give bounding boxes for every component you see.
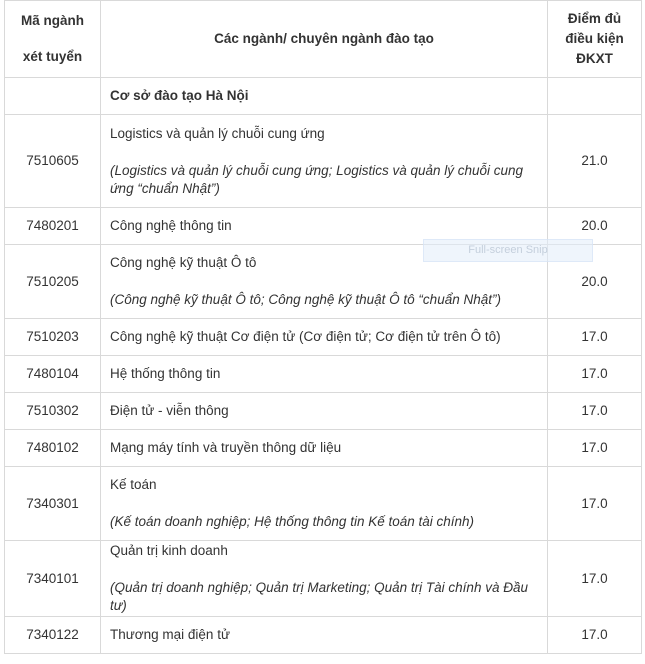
header-score-line1: Điểm đủ: [567, 11, 622, 26]
min-score: 20.0: [548, 245, 642, 319]
min-score: 21.0: [548, 115, 642, 208]
major-code: 7480102: [5, 430, 101, 467]
major-specializations: (Logistics và quản lý chuỗi cung ứng; Logistics và quản lý chuỗi cung ứng “chuẩn Nhật”): [110, 162, 524, 196]
major-name: Logistics và quản lý chuỗi cung ứng: [110, 125, 325, 141]
table-row: [5, 356, 642, 393]
header-score-line2: điều kiện: [565, 31, 624, 46]
section-row: [5, 78, 642, 115]
major-name-cell: [101, 541, 548, 617]
min-score: 17.0: [548, 356, 642, 393]
major-name-cell: [101, 115, 548, 208]
header-major-code-line2: xét tuyển: [22, 49, 83, 64]
major-name: Công nghệ kỹ thuật Ô tô: [110, 255, 257, 270]
min-score: 17.0: [548, 430, 642, 467]
header-score: [548, 1, 642, 78]
min-score: 17.0: [548, 393, 642, 430]
header-major-name: Các ngành/ chuyên ngành đào tạo: [101, 1, 548, 78]
major-specializations: (Kế toán doanh nghiệp; Hệ thống thông tin Kế toán tài chính): [110, 514, 475, 529]
min-score: 17.0: [548, 467, 642, 541]
major-name: Quản trị kinh doanh: [110, 543, 228, 558]
table-header-row: [5, 1, 642, 78]
full-screen-snip-overlay: Full-screen Snip: [423, 239, 593, 262]
table-row: [5, 541, 642, 617]
major-name: Điện tử - viễn thông: [101, 393, 548, 430]
major-code: 7480104: [5, 356, 101, 393]
min-score: 20.0: [548, 208, 642, 245]
major-name: Thương mại điện tử: [101, 617, 548, 654]
header-score-line3: ĐKXT: [576, 51, 613, 66]
major-code: 7340101: [5, 541, 101, 617]
table-row: [5, 115, 642, 208]
section-title: Cơ sở đào tạo Hà Nội: [101, 78, 548, 115]
major-code: 7510605: [5, 115, 101, 208]
min-score: 17.0: [548, 617, 642, 654]
table-row: [5, 319, 642, 356]
major-code: 7510203: [5, 319, 101, 356]
table-row: [5, 467, 642, 541]
major-name: Mạng máy tính và truyền thông dữ liệu: [101, 430, 548, 467]
major-code: 7340301: [5, 467, 101, 541]
admission-scores-table: [4, 0, 642, 654]
major-name-cell: [101, 467, 548, 541]
major-specializations: (Công nghệ kỹ thuật Ô tô; Công nghệ kỹ thuật Ô tô “chuẩn Nhật”): [110, 292, 501, 307]
major-name: Hệ thống thông tin: [101, 356, 548, 393]
major-code: 7340122: [5, 617, 101, 654]
header-major-code: [5, 1, 101, 78]
min-score: 17.0: [548, 541, 642, 617]
major-name: Công nghệ kỹ thuật Cơ điện tử (Cơ điện tử; Cơ điện tử trên Ô tô): [101, 319, 548, 356]
major-specializations: (Quản trị doanh nghiệp; Quản trị Marketing; Quản trị Tài chính và Đầu tư): [110, 580, 528, 613]
table-row: [5, 393, 642, 430]
min-score: 17.0: [548, 319, 642, 356]
major-code: 7510205: [5, 245, 101, 319]
header-major-code-line1: Mã ngành: [21, 13, 84, 28]
table-row: [5, 430, 642, 467]
major-name: Công nghệ thông tin: [101, 208, 548, 245]
table-row: [5, 617, 642, 654]
major-code: 7480201: [5, 208, 101, 245]
section-empty-cell: [5, 78, 101, 115]
major-code: 7510302: [5, 393, 101, 430]
section-empty-cell: [548, 78, 642, 115]
major-name: Kế toán: [110, 477, 157, 492]
